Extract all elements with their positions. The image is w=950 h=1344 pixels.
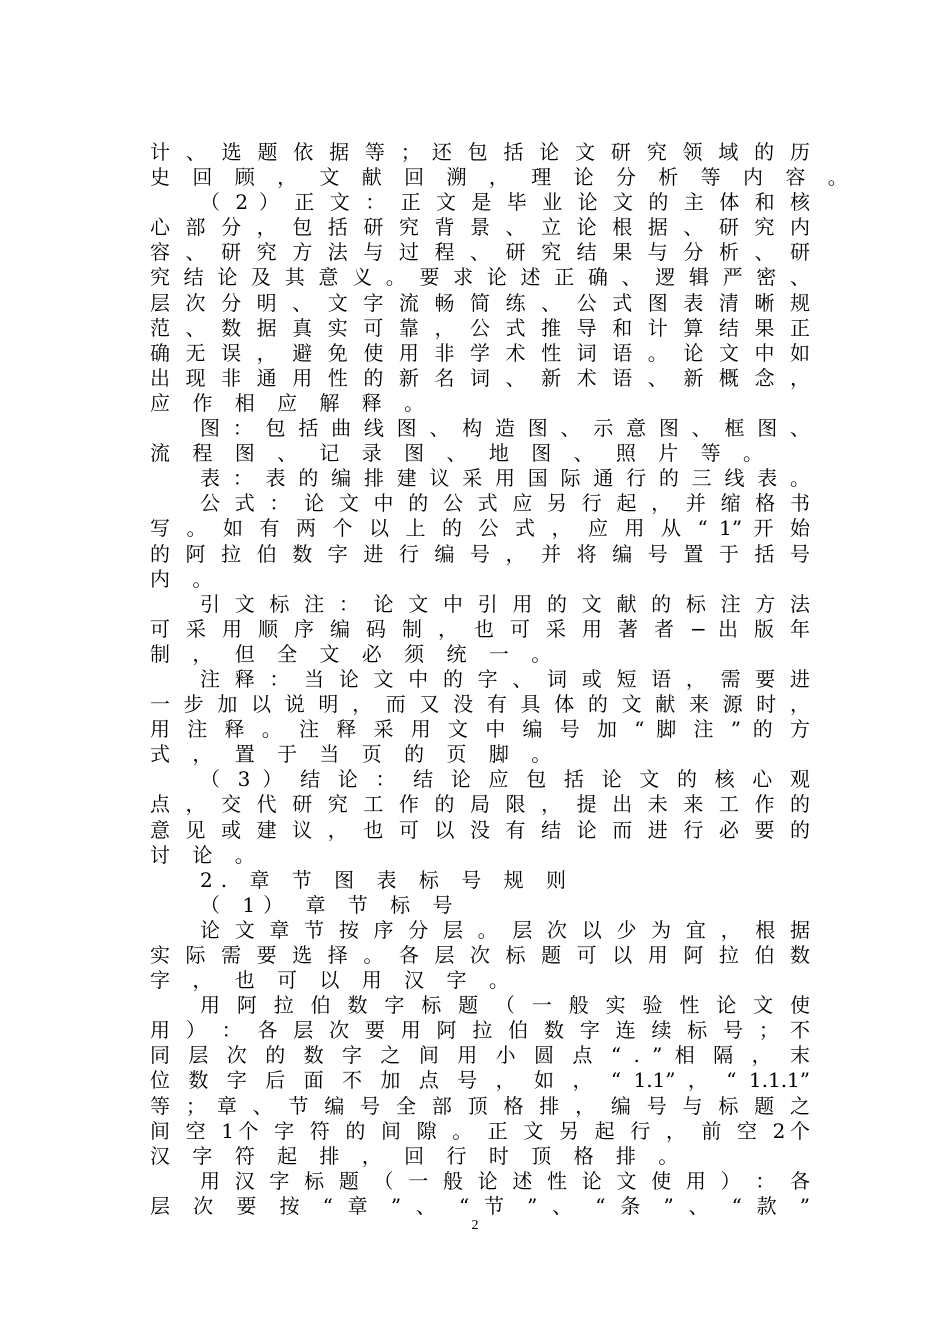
body-text — [150, 140, 856, 1219]
text-line: 字 ， 也 可 以 用 汉 字 。 — [150, 968, 517, 993]
text-line: （ 2 ） 正 文 ： 正 文 是 毕 业 论 文 的 主 体 和 核 — [200, 190, 810, 215]
text-line: 流 程 图 、 记 录 图 、 地 图 、 照 片 等 。 — [150, 441, 772, 466]
text-line: 层 次 要 按 “ 章 ” 、 “ 节 ” 、 “ 条 ” 、 “ 款 ” — [150, 1193, 810, 1218]
text-line: 同 层 次 的 数 字 之 间 用 小 圆 点 “ . ” 相 隔 ， 末 — [150, 1043, 810, 1068]
text-line: 引 文 标 注 ： 论 文 中 引 用 的 文 献 的 标 注 方 法 — [200, 591, 810, 616]
text-line: 写 。 如 有 两 个 以 上 的 公 式 ， 应 用 从 “ 1” 开 始 — [150, 516, 810, 541]
text-line: 应 作 相 应 解 释 。 — [150, 390, 433, 415]
text-line: 公 式 ： 论 文 中 的 公 式 应 另 行 起 ， 并 缩 格 书 — [200, 491, 810, 516]
text-line: 论 文 章 节 按 序 分 层 。 层 次 以 少 为 宜 ， 根 据 — [200, 917, 810, 942]
text-line: 计 、 选 题 依 据 等 ； 还 包 括 论 文 研 究 领 域 的 历 — [150, 140, 810, 164]
text-line: 用 ） ： 各 层 次 要 用 阿 拉 伯 数 字 连 续 标 号 ； 不 — [150, 1018, 810, 1043]
text-line: 心 部 分 ， 包 括 研 究 背 景 、 立 论 根 据 、 研 究 内 — [150, 215, 810, 240]
text-line: 一 步 加 以 说 明 ， 而 又 没 有 具 体 的 文 献 来 源 时 ， — [150, 692, 810, 717]
text-line: 图 ： 包 括 曲 线 图 、 构 造 图 、 示 意 图 、 框 图 、 — [200, 416, 810, 441]
text-line: 用 汉 字 标 题 （ 一 般 论 述 性 论 文 使 用 ） ： 各 — [200, 1168, 810, 1193]
text-line: 制 ， 但 全 文 必 须 统 一 。 — [150, 641, 560, 666]
text-line: 的 阿 拉 伯 数 字 进 行 编 号 ， 并 将 编 号 置 于 括 号 — [150, 541, 810, 566]
text-line: 史 回 顾 ， 文 献 回 溯 ， 理 论 分 析 等 内 容 。 — [150, 165, 856, 190]
text-line: 究 结 论 及 其 意 义 。 要 求 论 述 正 确 、 逻 辑 严 密 、 — [150, 265, 810, 290]
text-line: 等 ； 章 、 节 编 号 全 部 顶 格 排 ， 编 号 与 标 题 之 — [150, 1093, 810, 1118]
text-line: 间 空 1个 字 符 的 间 隙 。 正 文 另 起 行 ， 前 空 2个 — [150, 1118, 810, 1143]
text-line: （ 1） 章 节 标 号 — [200, 892, 461, 917]
text-line: 用 注 释 。 注 释 采 用 文 中 编 号 加 “ 脚 注 ” 的 方 — [150, 717, 810, 742]
text-line: 式 ， 置 于 当 页 的 页 脚 。 — [150, 742, 560, 767]
text-line: （ 3 ） 结 论 ： 结 论 应 包 括 论 文 的 核 心 观 — [200, 767, 810, 792]
text-line: 2. 章 节 图 表 标 号 规 则 — [200, 867, 574, 892]
text-line: 位 数 字 后 面 不 加 点 号 ， 如 ， “ 1.1” ， “ 1.1.1” — [150, 1068, 810, 1093]
text-line: 汉 字 符 起 排 ， 回 行 时 顶 格 排 。 — [150, 1143, 687, 1168]
text-line: 注 释 ： 当 论 文 中 的 字 、 词 或 短 语 ， 需 要 进 — [200, 666, 810, 691]
text-line: 层 次 分 明 、 文 字 流 畅 简 练 、 公 式 图 表 清 晰 规 — [150, 290, 810, 315]
text-line: 内 。 — [150, 566, 221, 591]
text-line: 范 、 数 据 真 实 可 靠 ， 公 式 推 导 和 计 算 结 果 正 — [150, 315, 810, 340]
text-line: 用 阿 拉 伯 数 字 标 题 （ 一 般 实 验 性 论 文 使 — [200, 993, 810, 1018]
text-line: 意 见 或 建 议 ， 也 可 以 没 有 结 论 而 进 行 必 要 的 — [150, 817, 810, 842]
text-line: 出 现 非 通 用 性 的 新 名 词 、 新 术 语 、 新 概 念 ， — [150, 365, 810, 390]
text-line: 讨 论 。 — [150, 842, 263, 867]
text-line: 实 际 需 要 选 择 。 各 层 次 标 题 可 以 用 阿 拉 伯 数 — [150, 943, 810, 967]
text-line: 表 ： 表 的 编 排 建 议 采 用 国 际 通 行 的 三 线 表 。 — [200, 466, 810, 491]
text-line: 容 、 研 究 方 法 与 过 程 、 研 究 结 果 与 分 析 、 研 — [150, 240, 810, 265]
page-number: 2 — [471, 1218, 479, 1233]
text-line: 点 ， 交 代 研 究 工 作 的 局 限 ， 提 出 未 来 工 作 的 — [150, 792, 810, 817]
text-line: 可 采 用 顺 序 编 码 制 ， 也 可 采 用 著 者 − 出 版 年 — [150, 616, 810, 641]
text-line: 确 无 误 ， 避 免 使 用 非 学 术 性 词 语 。 论 文 中 如 — [150, 340, 810, 365]
